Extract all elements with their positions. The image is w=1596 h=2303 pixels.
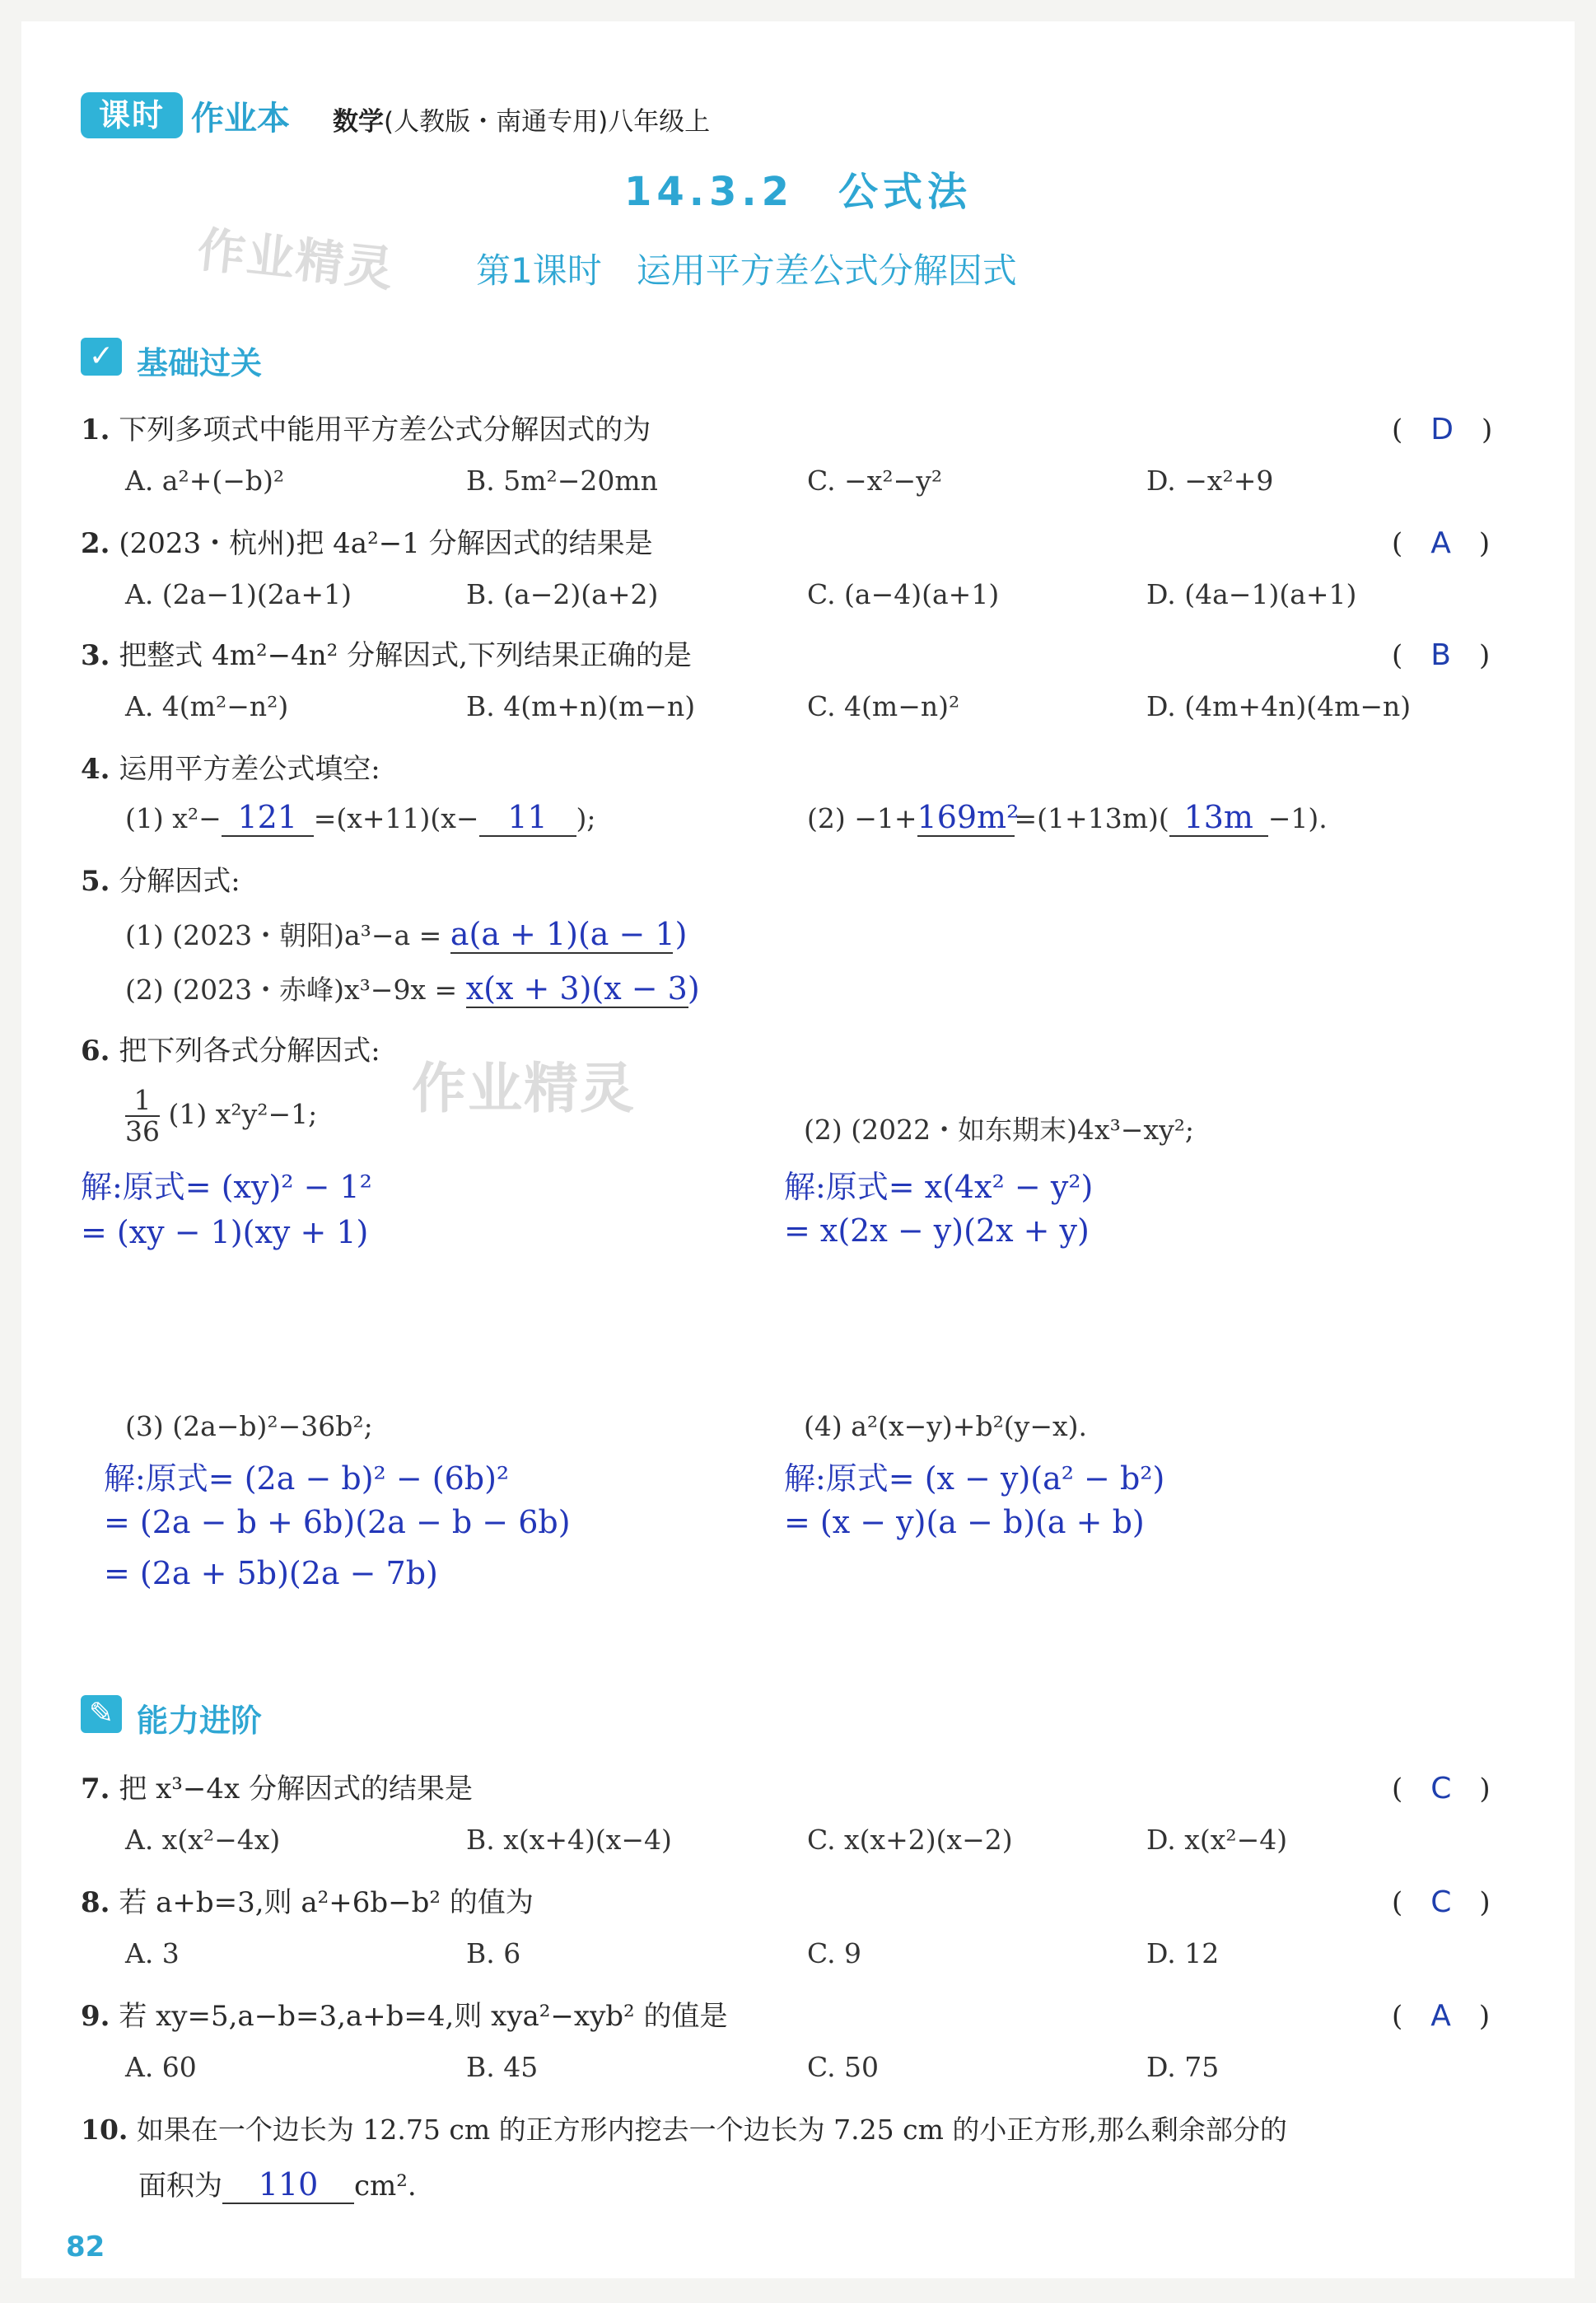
solution-line: = (2a + 5b)(2a − 7b) [104,1555,438,1591]
solution-line: 解:原式= (2a − b)² − (6b)² [104,1460,510,1497]
section-heading-advanced: 能力进阶 [137,1703,263,1739]
answer-choice: A [1430,526,1451,560]
question-number: 6. [81,1035,110,1067]
option-d: D. −x²+9 [1146,465,1274,497]
option-b: B. (a−2)(a+2) [466,578,659,610]
subject: 数学 [333,107,384,137]
fill-blank: 169m² [917,799,1020,835]
question-text: 若 xy=5,a−b=3,a+b=4,则 xya²−xyb² 的值是 [119,2000,728,2033]
lesson-subtitle: 第1课时 运用平方差公式分解因式 [476,250,1017,291]
fill-text: =(x+11)(x− [313,802,479,834]
option-d: D. 75 [1146,2051,1220,2083]
watermark-middle: 作业精灵 [412,1057,636,1120]
page-title: 14.3.2 公式法 [623,169,973,215]
fill-in-1 [125,799,596,837]
question-text: 如果在一个边长为 12.75 cm 的正方形内挖去一个边长为 7.25 cm 的小正方形,那么剩余部分的 [136,2114,1287,2146]
question-8 [81,1880,534,1920]
answer-bracket: ( C ) [1392,1772,1491,1805]
question-text: 把整式 4m²−4n² 分解因式,下列结果正确的是 [119,639,692,672]
checkmark-icon: ✓ [81,338,122,376]
question-6 [81,1028,380,1068]
option-d: D. 12 [1146,1937,1220,1969]
handwritten-answer: a(a + 1)(a − 1) [450,916,688,952]
question-3 [81,633,692,673]
question-4 [81,746,380,787]
option-d: D. x(x²−4) [1146,1824,1288,1856]
watermark-top: 作业精灵 [194,221,398,298]
question-number: 4. [81,753,110,786]
question-text: 把 x³−4x 分解因式的结果是 [119,1773,474,1805]
solution-line: = (2a − b + 6b)(2a − b − 6b) [104,1504,571,1540]
fill-blank: 121 [222,799,314,837]
question-text: 分解因式: [119,865,240,898]
answer-choice: A [1430,1999,1451,2033]
edition: (人教版・南通专用)八年级上 [384,107,711,137]
fill-text: ); [576,802,596,834]
option-c: C. x(x+2)(x−2) [807,1824,1013,1856]
q6-part-2: (2) (2022・如东期末)4x³−xy²; [804,1114,1195,1146]
option-a: A. a²+(−b)² [125,465,285,497]
handwritten-answer: x(x + 3)(x − 3) [465,970,700,1007]
brand-logo: 课时 [81,92,183,138]
fill-text: −1). [1267,802,1328,834]
q6-part-4: (4) a²(x−y)+b²(y−x). [804,1410,1087,1442]
question-10-line2 [138,2163,417,2204]
option-b: B. x(x+4)(x−4) [466,1824,672,1856]
q6-part-3: (3) (2a−b)²−36b²; [125,1410,373,1442]
fraction [125,1086,160,1147]
question-text: 下列多项式中能用平方差公式分解因式的为 [119,413,651,446]
option-b: B. 6 [466,1937,521,1969]
question-number: 8. [81,1886,110,1919]
solution-line: = x(2x − y)(2x + y) [784,1212,1090,1249]
question-text: cm². [354,2170,417,2203]
option-d: D. (4m+4n)(4m−n) [1146,690,1412,722]
answer-bracket: ( C ) [1392,1885,1491,1919]
fill-blank: 13m [1169,799,1268,837]
part-text: (1) (2023・朝阳)a³−a = [125,919,442,951]
solution-line: 解:原式= x(4x² − y²) [784,1169,1094,1205]
question-text: 面积为 [138,2170,222,2203]
option-d: D. (4a−1)(a+1) [1146,578,1357,610]
option-c: C. 50 [807,2051,880,2083]
section-heading-basic: 基础过关 [137,345,263,381]
question-number: 1. [81,413,110,446]
answer-choice: C [1430,1772,1452,1805]
answer-bracket: ( B ) [1392,638,1491,672]
brand-name: 作业本 [191,100,290,138]
answer-choice: B [1430,638,1451,672]
answer-choice: D [1430,413,1454,446]
question-number: 7. [81,1773,110,1805]
option-c: C. 9 [807,1937,862,1969]
book-subtitle [333,100,710,138]
option-b: B. 5m²−20mn [466,465,658,497]
solution-line: 解:原式= (x − y)(a² − b²) [784,1460,1165,1497]
question-10 [81,2109,1287,2147]
option-b: B. 45 [466,2051,539,2083]
part-text: (1) x²y²−1; [168,1098,318,1130]
solution-text: 解:原式= (xy)² − 1² [81,1169,372,1205]
option-b: B. 4(m+n)(m−n) [466,690,696,722]
question-7 [81,1766,473,1806]
fill-text: (2) −1+ [807,802,917,834]
question-2 [81,521,653,561]
question-number: 3. [81,639,110,672]
pencil-icon: ✎ [81,1695,122,1733]
fill-blank: 110 [222,2166,354,2204]
fill-text: =(1+13m)( [1014,802,1169,834]
q6-part-1 [125,1086,317,1147]
question-1 [81,407,651,447]
answer-bracket: ( A ) [1392,526,1491,560]
question-text: 若 a+b=3,则 a²+6b−b² 的值为 [119,1886,534,1919]
option-c: C. −x²−y² [807,465,943,497]
question-number: 9. [81,2000,110,2033]
fill-in-2 [807,799,1328,837]
factor-part-1 [125,914,688,954]
solution-line: = (x − y)(a − b)(a + b) [784,1504,1145,1540]
option-a: A. 3 [125,1937,180,1969]
option-a: A. 4(m²−n²) [125,690,289,722]
option-a: A. x(x²−4x) [125,1824,281,1856]
solution-line [81,1161,372,1207]
option-c: C. (a−4)(a+1) [807,578,1000,610]
question-number: 5. [81,865,110,898]
part-text: (2) (2023・赤峰)x³−9x = [125,974,458,1006]
question-number: 2. [81,527,110,560]
option-a: A. 60 [125,2051,197,2083]
fill-text: (1) x²− [125,802,222,834]
answer-choice: C [1430,1885,1452,1919]
factor-part-2 [125,969,700,1008]
question-text: 运用平方差公式填空: [119,753,380,786]
solution-text: = (xy − 1)(xy + 1) [81,1214,369,1250]
answer-bracket: ( A ) [1392,1999,1491,2033]
question-text: (2023・杭州)把 4a²−1 分解因式的结果是 [119,527,653,560]
question-5 [81,858,240,899]
page-number: 82 [66,2231,105,2263]
answer-bracket: ( D ) [1392,413,1493,446]
question-text: 把下列各式分解因式: [119,1035,380,1067]
fill-blank: 11 [479,799,576,837]
option-a: A. (2a−1)(2a+1) [125,578,352,610]
question-9 [81,1993,728,2034]
solution-line [81,1214,368,1250]
option-c: C. 4(m−n)² [807,690,960,722]
question-number: 10. [81,2114,128,2146]
denominator: 36 [125,1115,160,1147]
numerator: 1 [125,1086,160,1117]
